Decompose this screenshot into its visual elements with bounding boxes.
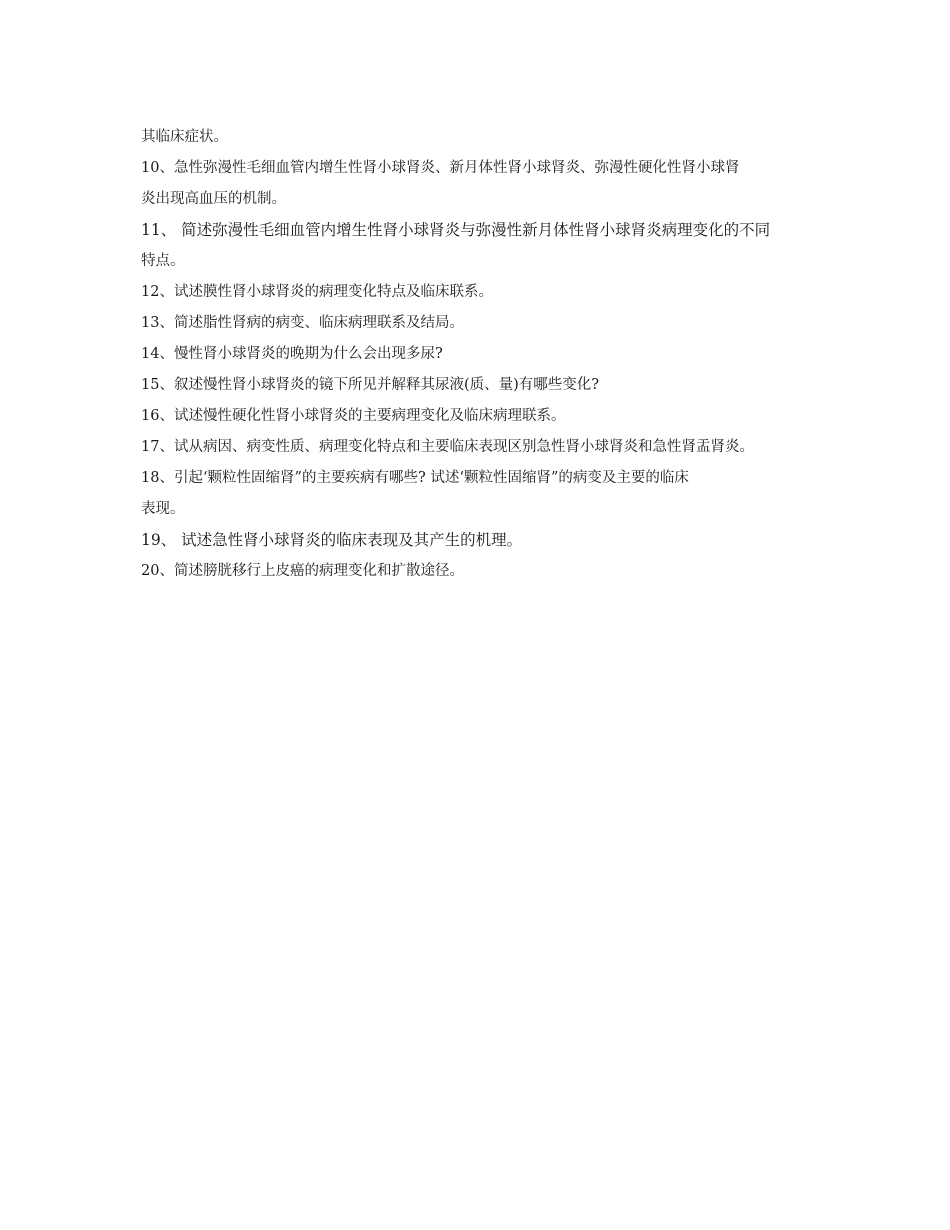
question-15: 15、叙述慢性肾小球肾炎的镜下所见并解释其尿液(质、量)有哪些变化?	[141, 377, 600, 393]
question-19: 19、 试述急性肾小球肾炎的临床表现及其产生的机理。	[141, 531, 523, 549]
question-18-line-1: 18、引起‘颗粒性固缩肾”的主要疾病有哪些? 试述‘颗粒性固缩肾”的病变及主要的临床	[141, 470, 689, 486]
question-14: 14、慢性肾小球肾炎的晚期为什么会出现多尿?	[141, 346, 443, 362]
question-18-line-2: 表现。	[141, 501, 185, 517]
question-16: 16、试述慢性硬化性肾小球肾炎的主要病理变化及临床病理联系。	[141, 408, 566, 424]
question-20: 20、简述膀胱移行上皮癌的病理变化和扩散途径。	[141, 563, 464, 579]
question-11-line-1: 11、 简述弥漫性毛细血管内增生性肾小球肾炎与弥漫性新月体性肾小球肾炎病理变化的不同	[141, 221, 771, 239]
document-body	[141, 122, 831, 587]
question-13: 13、简述脂性肾病的病变、临床病理联系及结局。	[141, 315, 464, 331]
text-line: 其临床症状。	[141, 129, 228, 145]
question-11-line-2: 特点。	[141, 253, 185, 269]
question-17: 17、试从病因、病变性质、病理变化特点和主要临床表现区别急性肾小球肾炎和急性肾盂肾炎。	[141, 439, 754, 455]
question-10-line-1: 10、急性弥漫性毛细血管内增生性肾小球肾炎、新月体性肾小球肾炎、弥漫性硬化性肾小球肾	[141, 160, 740, 176]
question-12: 12、试述膜性肾小球肾炎的病理变化特点及临床联系。	[141, 284, 493, 300]
question-10-line-2: 炎出现高血压的机制。	[141, 191, 286, 207]
